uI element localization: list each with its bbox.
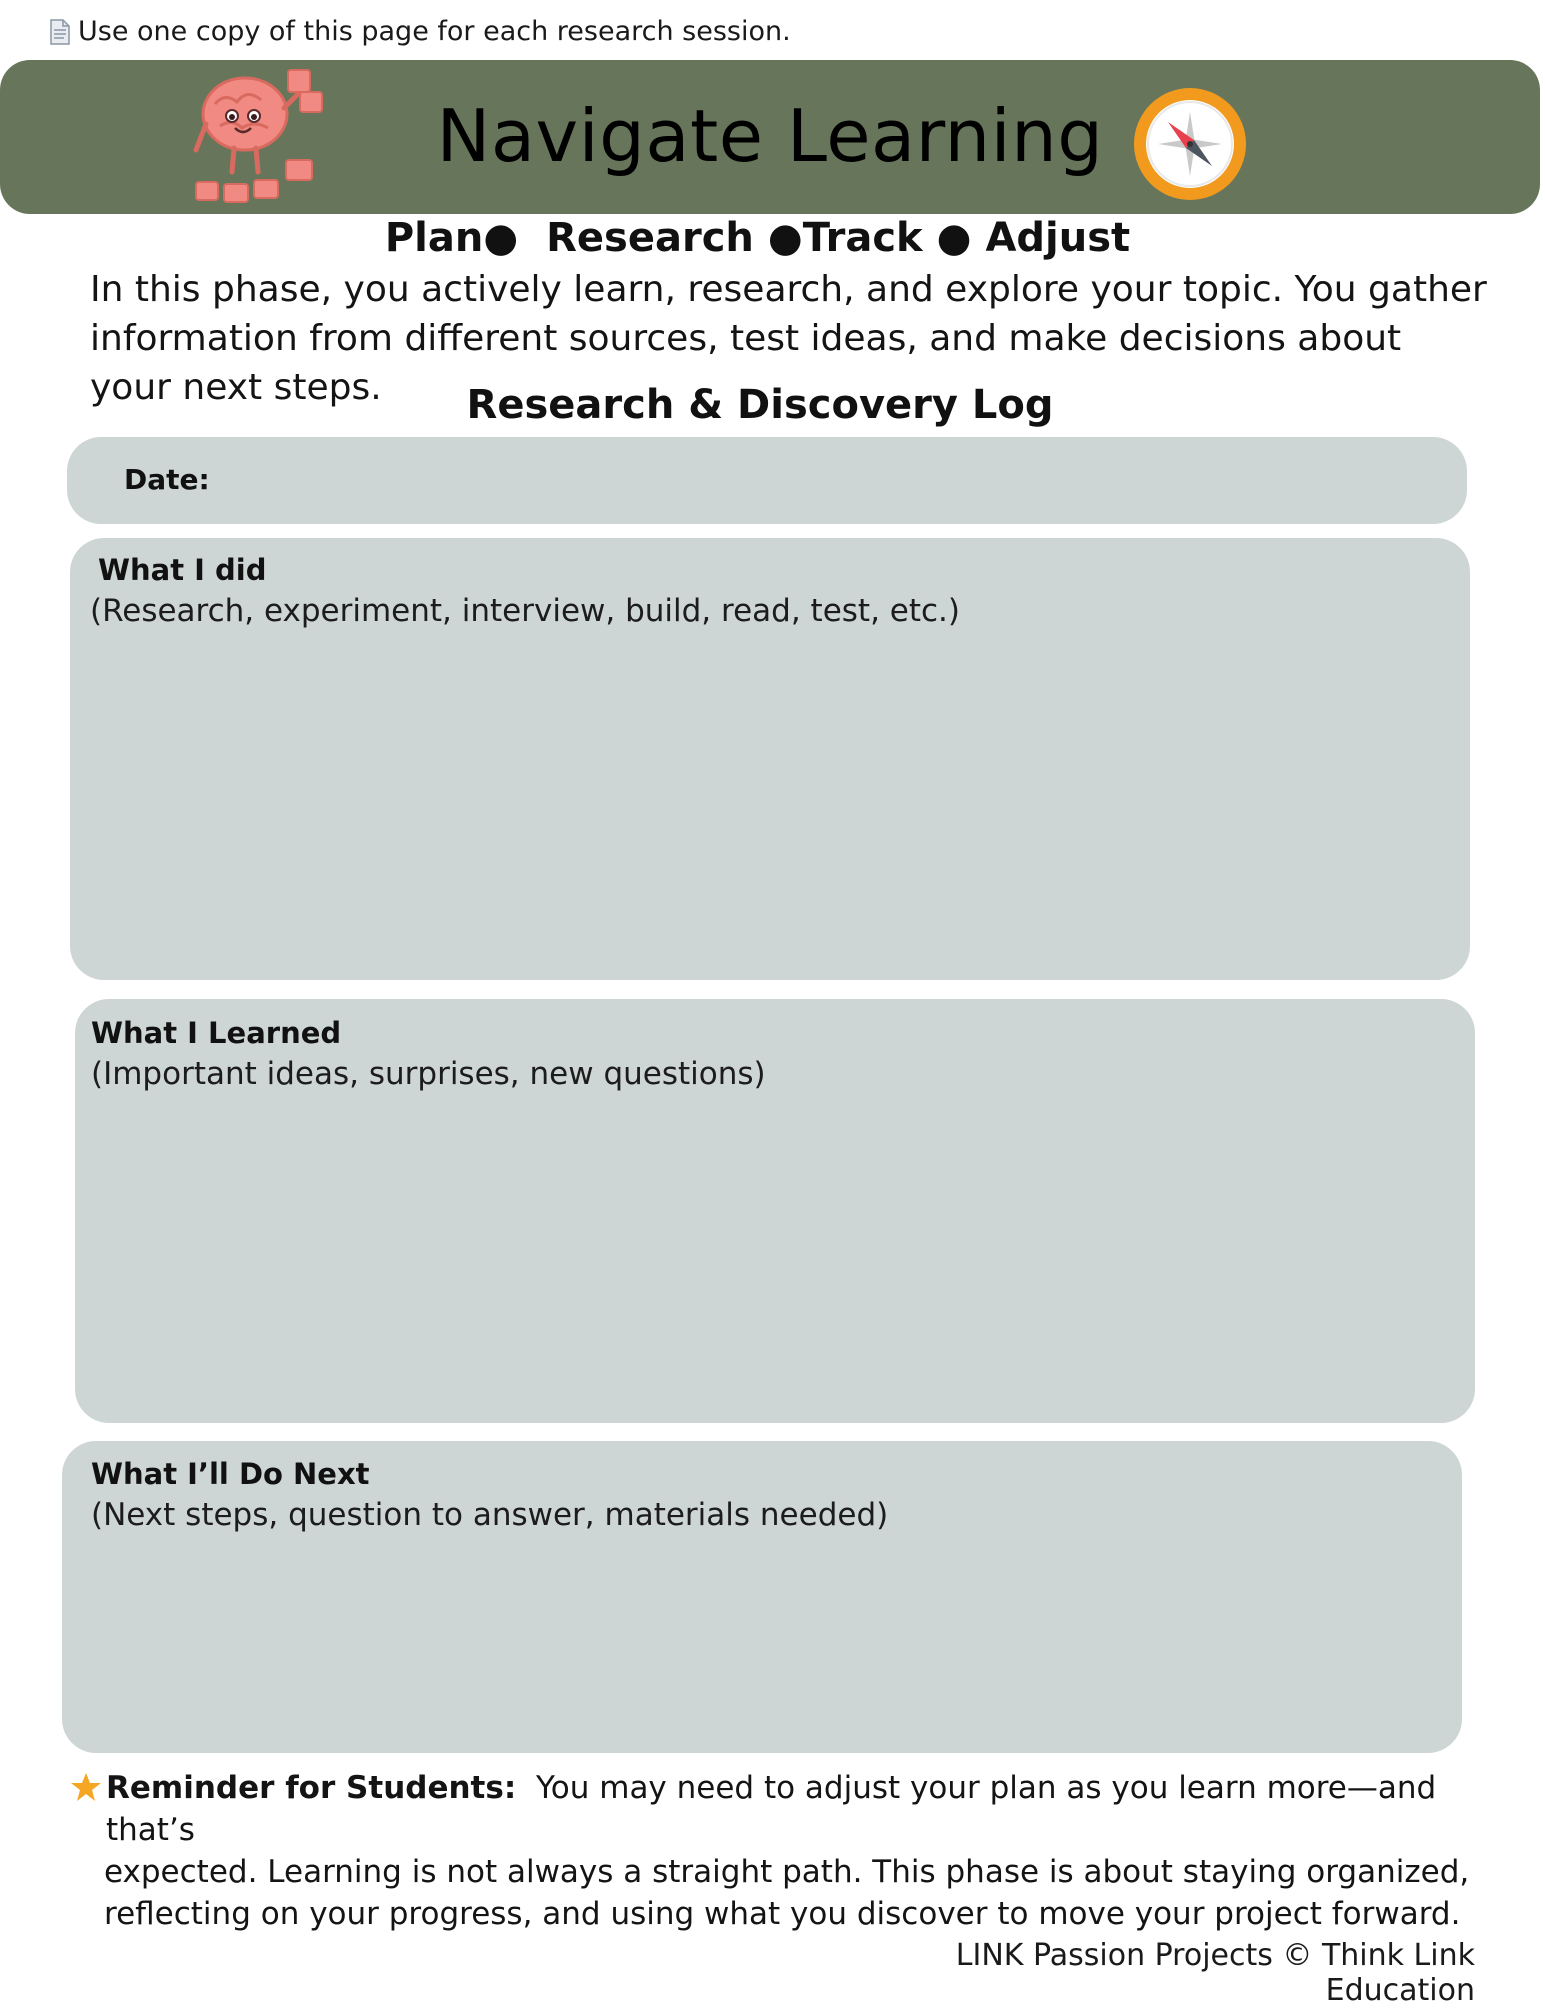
date-field[interactable] (67, 437, 1467, 524)
phase-steps (0, 215, 1515, 261)
reminder-text: You may need to adjust your plan as you learn more—and that’s (106, 1770, 1437, 1848)
bullet-icon: ● (936, 215, 972, 261)
what-i-did-box[interactable] (70, 538, 1470, 980)
section-heading: What I did (98, 553, 267, 587)
what-ill-do-next-box[interactable] (62, 1441, 1462, 1753)
bullet-icon: ● (483, 215, 519, 261)
section-prompt: (Research, experiment, interview, build, read, test, etc.) (90, 593, 960, 629)
section-prompt: (Important ideas, surprises, new questions) (91, 1056, 766, 1092)
document-icon (50, 19, 70, 45)
usage-note-text: Use one copy of this page for each research session. (78, 16, 791, 47)
section-prompt: (Next steps, question to answer, materials needed) (91, 1497, 889, 1533)
intro-paragraph: In this phase, you actively learn, research, and explore your topic. You gather information from different sources, test ideas, and make decisions about your next steps. (90, 269, 1487, 408)
what-i-learned-box[interactable] (75, 999, 1475, 1423)
log-title: Research & Discovery Log (466, 382, 1054, 428)
date-label: Date: (124, 463, 210, 496)
reminder-text: reflecting on your progress, and using what you discover to move your project forward. (104, 1896, 1461, 1932)
section-heading: What I’ll Do Next (91, 1457, 370, 1491)
phase-track: Track (802, 215, 923, 261)
phase-plan: Plan (384, 215, 484, 261)
footer-copyright: LINK Passion Projects © Think Link Education (955, 1938, 1475, 2008)
bullet-icon: ● (767, 215, 803, 261)
section-heading: What I Learned (91, 1016, 342, 1050)
phase-research: Research (546, 215, 754, 261)
usage-note (50, 16, 791, 47)
reminder-text: expected. Learning is not always a straight path. This phase is about staying organized, (104, 1854, 1470, 1890)
page-title: Navigate Learning (436, 94, 1104, 178)
reminder-label: Reminder for Students: (106, 1770, 517, 1806)
compass-icon (1132, 86, 1248, 202)
star-icon (70, 1771, 102, 1803)
reminder-block (70, 1767, 1470, 1935)
phase-adjust: Adjust (985, 215, 1131, 261)
